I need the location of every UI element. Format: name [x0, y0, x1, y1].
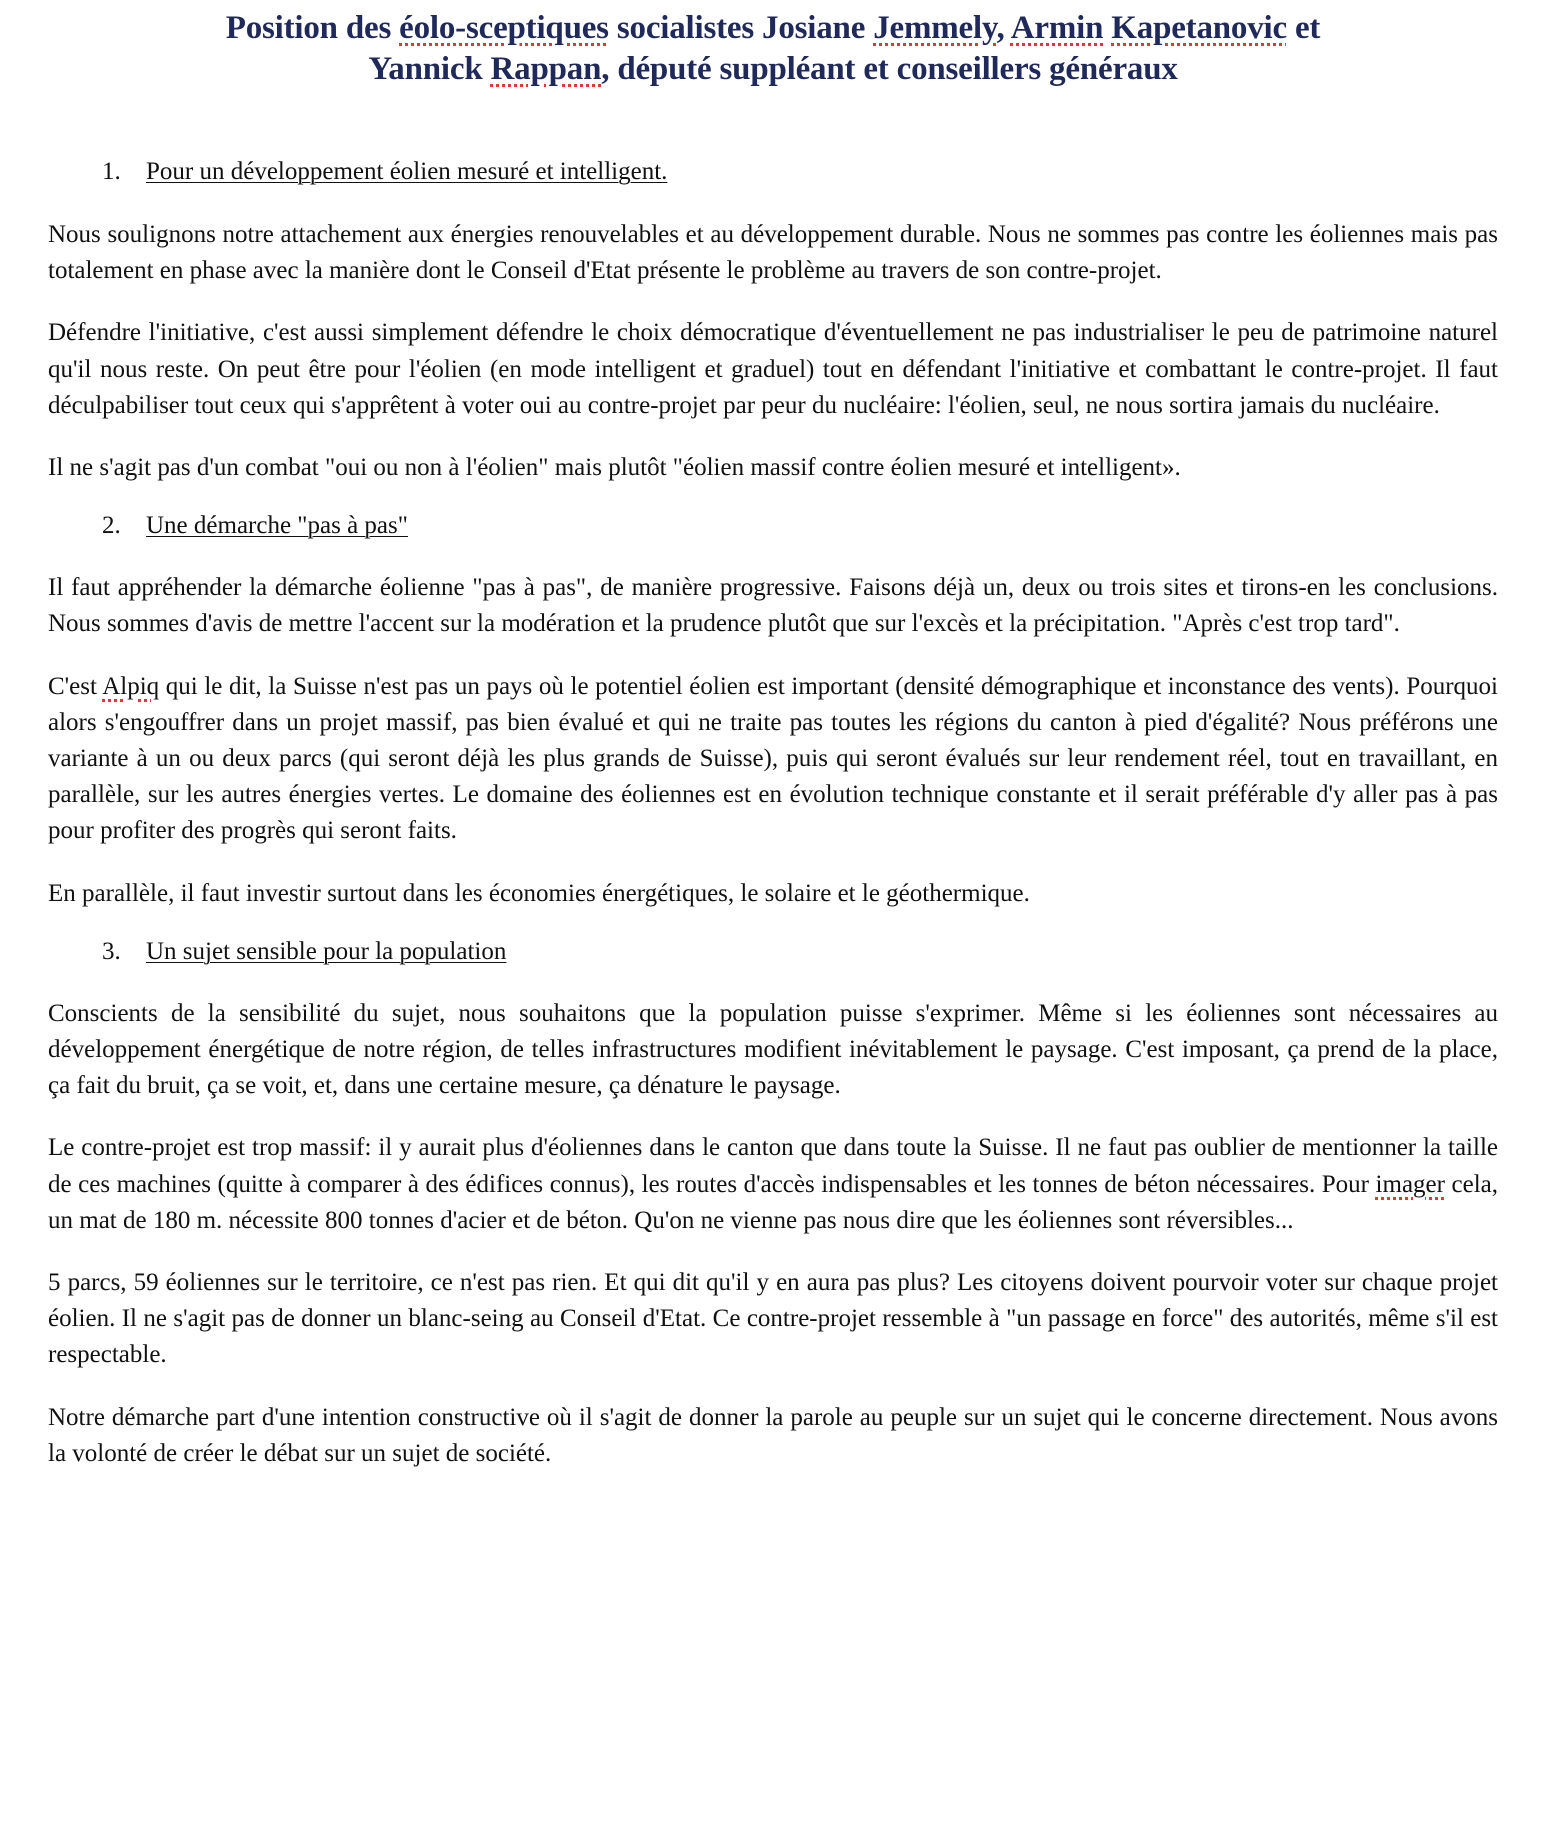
title-text: Position des	[225, 10, 400, 46]
paragraph-text: C'est	[48, 672, 103, 700]
section-1	[48, 156, 1498, 486]
spellcheck-word[interactable]: Armin	[1010, 10, 1104, 46]
paragraph	[48, 1130, 1498, 1239]
paragraph: Conscients de la sensibilité du sujet, nous souhaitons que la population puisse s'exprimer. Même si les éoliennes sont nécessaires au développement énergétique de notre région, de telles infrastructures modifient inévitablement le paysage. C'est imposant, ça prend de la place, ça fait du bruit, ça se voit, et, dans une certaine mesure, ça dénature le paysage.	[48, 999, 1498, 1100]
section-heading-label: Pour un développement éolien mesuré et intelligent.	[146, 158, 668, 185]
paragraph	[48, 669, 1498, 850]
section-number: 2.	[102, 512, 121, 540]
paragraph: 5 parcs, 59 éoliennes sur le territoire, ce n'est pas rien. Et qui dit qu'il y en aura pas plus? Les citoyens doivent pourvoir voter sur chaque projet éolien. Il ne s'agit pas de donner un blanc-seing au Conseil d'Etat. Ce contre-projet ressemble à "un passage en force" des autorités, même s'il est respectable.	[48, 1269, 1498, 1369]
section-heading	[48, 510, 1498, 542]
paragraph-text: qui le dit, la Suisse n'est pas un pays où le potentiel éolien est important (densité démographique et inconstance des vents). Pourquoi alors s'engouffrer dans un projet massif, pas bien évalué et qui ne traite pas toutes les régions du canton à pied d'égalité? Nous préférons une variante à un ou deux parcs (qui seront déjà les plus grands de Suisse), puis qui seront évalués sur leur rendement réel, tout en travaillant, en parallèle, sur les autres énergies vertes. Le domaine des éoliennes est en évolution technique constante et il serait préférable d'y aller pas à pas pour profiter des progrès qui seront faits.	[48, 672, 1498, 845]
paragraph: Il faut appréhender la démarche éolienne "pas à pas", de manière progressive. Faisons déjà un, deux ou trois sites et tirons-en les conclusions. Nous sommes d'avis de mettre l'accent sur la modération et la prudence plutôt que sur l'excès et la précipitation. "Après c'est trop tard".	[48, 574, 1498, 638]
paragraph: Il ne s'agit pas d'un combat "oui ou non à l'éolien" mais plutôt "éolien massif contre éolien mesuré et intelligent».	[48, 454, 1181, 482]
paragraph: Nous soulignons notre attachement aux énergies renouvelables et au développement durable. Nous ne sommes pas contre les éoliennes mais pas totalement en phase avec la manière dont le Conseil d'Etat présente le problème au travers de son contre-projet.	[48, 221, 1498, 285]
title-text: socialistes Josiane	[608, 10, 874, 46]
title-text: ,	[996, 10, 1011, 46]
spellcheck-word[interactable]: Jemmely	[873, 10, 997, 46]
document-title	[48, 8, 1498, 90]
section-3	[48, 936, 1498, 1472]
title-text: et	[1286, 10, 1321, 46]
spellcheck-word[interactable]: Alpiq	[102, 672, 160, 700]
paragraph: Notre démarche part d'une intention constructive où il s'agit de donner la parole au peuple sur un sujet qui le concerne directement. Nous avons la volonté de créer le débat sur un sujet de société.	[48, 1403, 1498, 1467]
title-text: , député suppléant et conseillers généraux	[601, 51, 1178, 87]
section-heading-label: Un sujet sensible pour la population	[146, 937, 507, 965]
spellcheck-word[interactable]: imager	[1375, 1170, 1445, 1198]
section-heading	[48, 936, 1498, 968]
paragraph: Défendre l'initiative, c'est aussi simplement défendre le choix démocratique d'éventuellement ne pas industrialiser le peu de patrimoine naturel qu'il nous reste. On peut être pour l'éolien (en mode intelligent et graduel) tout en défendant l'initiative et combattant le contre-projet. Il faut déculpabiliser tout ceux qui s'apprêtent à voter oui au contre-projet par peur du nucléaire: l'éolien, seul, ne nous sortira jamais du nucléaire.	[48, 319, 1498, 419]
section-2	[48, 510, 1498, 912]
spellcheck-word[interactable]: Rappan	[490, 51, 602, 87]
spellcheck-word[interactable]: éolo-sceptiques	[399, 10, 609, 46]
section-heading-label: Une démarche "pas à pas"	[146, 512, 408, 540]
section-number: 1.	[102, 158, 121, 185]
title-text: Yannick	[368, 51, 491, 87]
paragraph: En parallèle, il faut investir surtout dans les économies énergétiques, le solaire et le géothermique.	[48, 879, 1030, 907]
paragraph-text: Le contre-projet est trop massif: il y aurait plus d'éoliennes dans le canton que dans toute la Suisse. Il ne faut pas oublier de mentionner la taille de ces machines (quitte à comparer à des édifices connus), les routes d'accès indispensables et les tonnes de béton nécessaires. Pour	[48, 1134, 1498, 1198]
section-heading	[48, 156, 1498, 188]
paragraph-text: cela, un mat de 180 m. nécessite 800 tonnes d'acier et de béton. Qu'on ne vienne pas nous dire que les éoliennes sont réversibles...	[48, 1170, 1498, 1234]
spellcheck-word[interactable]: Kapetanovic	[1111, 10, 1287, 46]
section-number: 3.	[102, 937, 121, 965]
